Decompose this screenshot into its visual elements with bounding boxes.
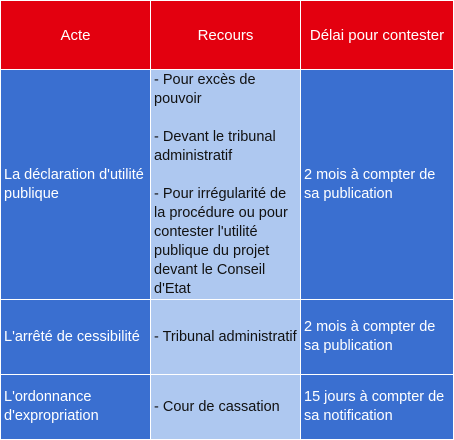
cell-delai: 15 jours à compter de sa notification (301, 375, 454, 440)
table-row (1, 70, 454, 300)
table-row (1, 300, 454, 375)
cell-recours (151, 70, 301, 300)
recours-item: - Tribunal administratif (154, 328, 297, 345)
cell-recours (151, 300, 301, 375)
cell-acte: L'arrêté de cessibilité (1, 300, 151, 375)
header-row (1, 1, 454, 70)
cell-recours (151, 375, 301, 440)
header-recours: Recours (151, 1, 301, 70)
table-row (1, 375, 454, 440)
recours-item: - Devant le tribunal administratif (154, 129, 276, 164)
recours-item: - Pour excès de pouvoir (154, 72, 256, 107)
recours-item: - Pour irrégularité de la procédure ou pour contester l'utilité publique du projet devant le Conseil d'Etat (154, 186, 288, 297)
cell-acte: L'ordonnance d'expropriation (1, 375, 151, 440)
cell-delai: 2 mois à compter de sa publication (301, 70, 454, 300)
header-delai: Délai pour contester (301, 1, 454, 70)
cell-delai: 2 mois à compter de sa publication (301, 300, 454, 375)
cell-acte: La déclaration d'utilité publique (1, 70, 151, 300)
header-acte: Acte (1, 1, 151, 70)
recours-item: - Cour de cassation (154, 398, 280, 415)
